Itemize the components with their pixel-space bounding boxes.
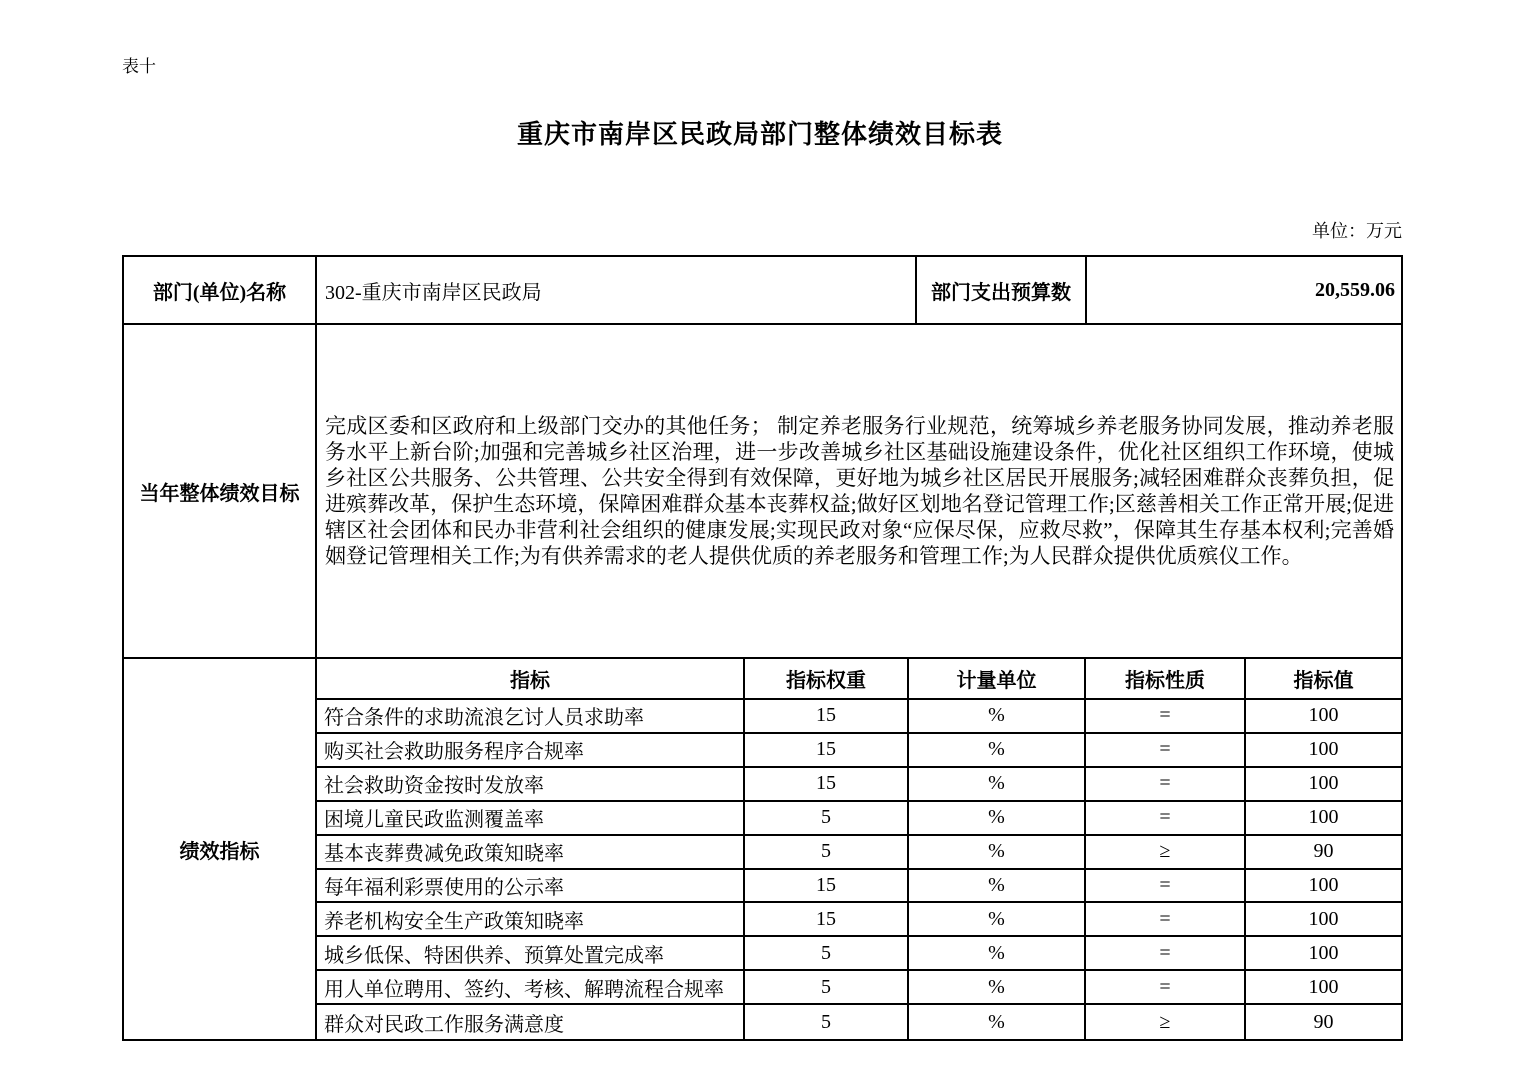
annual-goal-text-cell [317,325,1401,657]
department-header-row [124,257,1401,325]
indicator-nature-cell: = [1086,802,1246,836]
indicator-nature-cell: = [1086,971,1246,1005]
indicator-weight-cell: 15 [745,870,909,904]
indicator-value-cell: 100 [1246,802,1401,836]
annual-goal-label-cell: 当年整体绩效目标 [124,325,317,657]
indicator-value-cell: 90 [1246,836,1401,870]
unit-note: 单位：万元 [1312,221,1402,241]
indicator-nature-cell: = [1086,734,1246,768]
indicator-name-cell: 基本丧葬费减免政策知晓率 [317,836,745,870]
indicator-name-cell: 每年福利彩票使用的公示率 [317,870,745,904]
indicator-weight-cell: 15 [745,768,909,802]
indicator-value-cell: 100 [1246,937,1401,971]
indicator-value-cell: 100 [1246,768,1401,802]
indicator-value-cell: 100 [1246,734,1401,768]
indicator-weight-cell: 5 [745,971,909,1005]
indicator-unit-cell: % [909,1005,1086,1039]
indicator-value-cell: 100 [1246,903,1401,937]
indicator-unit-cell: % [909,700,1086,734]
indicator-col-header-weight: 指标权重 [745,659,909,700]
annual-goal-row [124,325,1401,659]
indicator-nature-cell: = [1086,700,1246,734]
performance-target-table [122,255,1403,1041]
indicator-unit-cell: % [909,937,1086,971]
indicator-weight-cell: 15 [745,734,909,768]
indicator-name-cell: 困境儿童民政监测覆盖率 [317,802,745,836]
indicator-weight-cell: 5 [745,836,909,870]
indicator-unit-cell: % [909,836,1086,870]
table-number-label: 表十 [122,57,156,76]
indicator-value-cell: 90 [1313,1010,1334,1033]
indicator-weight-cell: 15 [745,700,909,734]
indicator-weight-cell: 5 [745,937,909,971]
indicator-value-cell: 100 [1246,971,1401,1005]
indicator-unit-cell: % [909,734,1086,768]
indicator-unit-cell: % [909,802,1086,836]
indicator-nature-cell: ≥ [1086,1005,1246,1039]
indicator-name-cell: 符合条件的求助流浪乞讨人员求助率 [317,700,745,734]
indicator-unit-cell: % [909,768,1086,802]
indicator-value-cell: 100 [1246,870,1401,904]
indicator-name-cell: 城乡低保、特困供养、预算处置完成率 [317,937,745,971]
indicator-col-header-value: 指标值 [1246,659,1401,700]
indicator-nature-cell: = [1086,768,1246,802]
annual-goal-text: 完成区委和区政府和上级部门交办的其他任务； 制定养老服务行业规范，统筹城乡养老服务协同发展，推动养老服务水平上新台阶;加强和完善城乡社区治理，进一步改善城乡社区基础设施建设条件，优化社区组织工作环境，使城乡社区公共服务、公共管理、公共安全得到有效保障，更好地为城乡社区居民开展服务;减轻困难群众丧葬负担，促进殡葬改革，保护生态环境，保障困难群众基本丧葬权益;做好区划地名登记管理工作;区慈善相关工作正常开展;促进辖区社会团体和民办非营利社会组织的健康发展;实现民政对象“应保尽保，应救尽救”，保障其生存基本权利;完善婚姻登记管理相关工作;为有供养需求的老人提供优质的养老服务和管理工作;为人民群众提供优质殡仪工作。 [325,414,1394,568]
indicator-name-cell: 群众对民政工作服务满意度 [317,1005,745,1039]
indicator-nature-cell: = [1086,903,1246,937]
indicator-weight-cell: 5 [745,1005,909,1039]
indicator-col-header-unit: 计量单位 [909,659,1086,700]
indicator-name-cell: 社会救助资金按时发放率 [317,768,745,802]
indicator-weight-cell: 15 [745,903,909,937]
budget-label-cell: 部门支出预算数 [917,257,1087,323]
indicator-col-header-nature: 指标性质 [1086,659,1246,700]
dept-name-value-cell: 302-重庆市南岸区民政局 [317,257,917,323]
indicator-nature-cell: ≥ [1086,836,1246,870]
indicator-unit-cell: % [909,971,1086,1005]
indicator-name-cell: 用人单位聘用、签约、考核、解聘流程合规率 [317,971,745,1005]
indicators-grid [317,659,1401,1039]
dept-name-label-cell: 部门(单位)名称 [124,257,317,323]
indicator-col-header-name: 指标 [317,659,745,700]
indicator-unit-cell: % [909,903,1086,937]
indicator-nature-cell: = [1086,937,1246,971]
indicator-name-cell: 购买社会救助服务程序合规率 [317,734,745,768]
indicator-unit-cell: % [909,870,1086,904]
indicators-label-cell: 绩效指标 [124,659,317,1039]
indicator-value-cell: 100 [1246,700,1401,734]
indicator-nature-cell: = [1086,870,1246,904]
budget-value-cell: 20,559.06 [1315,278,1395,301]
indicator-weight-cell: 5 [745,802,909,836]
indicator-name-cell: 养老机构安全生产政策知晓率 [317,903,745,937]
indicators-row [124,659,1401,1039]
page-title: 重庆市南岸区民政局部门整体绩效目标表 [516,120,1003,149]
